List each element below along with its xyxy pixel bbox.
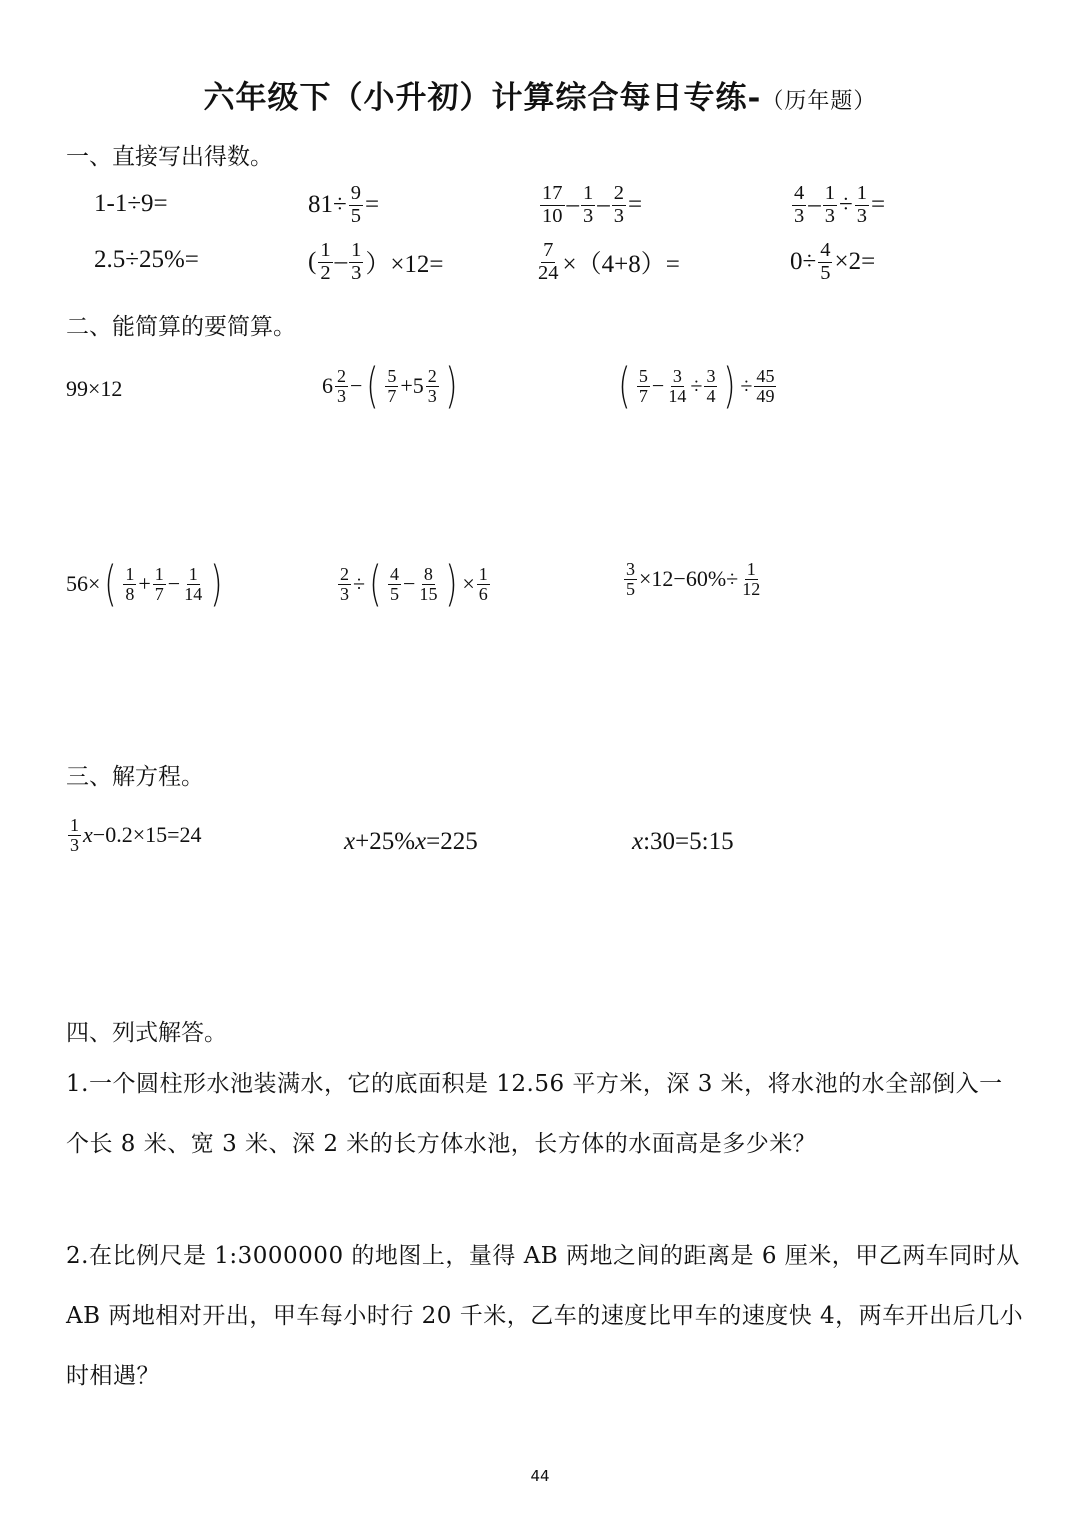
numerator: 8 [423, 563, 433, 584]
numerator: 1 [746, 559, 756, 579]
fraction [349, 240, 363, 284]
denominator: 7 [387, 385, 397, 406]
expr-text: +25% [355, 828, 416, 855]
fraction [385, 367, 398, 406]
expr-text: +5 [400, 373, 424, 399]
denominator: 15 [419, 583, 438, 604]
numerator: 1 [70, 815, 80, 835]
expr-text: 2.5÷25%= [94, 246, 199, 273]
fraction [318, 240, 332, 284]
expr-text: 56× [66, 571, 101, 597]
expr-text: 81÷ [308, 191, 347, 219]
variable-x: x [415, 828, 427, 855]
simplify-expr-a2 [322, 358, 462, 414]
numerator: 2 [340, 563, 350, 584]
operator: − [403, 571, 416, 597]
direct-expr-8 [790, 240, 875, 284]
fraction [417, 565, 439, 604]
fraction [388, 565, 401, 604]
numerator: 9 [350, 182, 361, 204]
numerator: 2 [427, 365, 437, 386]
expr-text: 1-1÷9= [94, 190, 168, 217]
operator: – [808, 191, 821, 219]
left-paren: ( [366, 358, 380, 414]
denominator: 3 [794, 204, 805, 227]
direct-expr-7 [534, 240, 680, 284]
fraction [792, 183, 806, 227]
numerator: 1 [125, 563, 135, 584]
right-paren: ) [210, 556, 223, 612]
fraction [540, 183, 565, 227]
expr-text: = [628, 191, 643, 219]
numerator: 2 [337, 365, 347, 386]
denominator: 3 [856, 204, 867, 227]
numerator: 17 [542, 182, 563, 204]
section-4-heading: 四、列式解答。 [66, 1020, 227, 1046]
left-paren: ( [618, 358, 631, 414]
expr-text: 6 [322, 373, 333, 399]
title-sub: （历年题） [761, 89, 877, 114]
denominator: 5 [820, 261, 831, 284]
numerator: 3 [672, 365, 682, 386]
denominator: 5 [389, 583, 399, 604]
fraction [426, 367, 439, 406]
section-3-heading: 三、解方程。 [66, 764, 204, 790]
denominator: 5 [350, 204, 361, 227]
numerator: 45 [756, 365, 775, 386]
variable-x: x [632, 828, 644, 855]
title-main: 六年级下（小升初）计算综合每日专练- [203, 80, 762, 116]
numerator: 1 [856, 182, 867, 204]
simplify-expr-a1 [66, 376, 122, 402]
direct-expr-2 [308, 183, 379, 227]
operator: ÷ [740, 373, 753, 399]
fraction [123, 565, 136, 604]
section-2-heading: 二、能简算的要简算。 [66, 314, 296, 340]
fraction [182, 565, 204, 604]
denominator: 7 [638, 385, 648, 406]
fraction [581, 183, 595, 227]
fraction [666, 367, 688, 406]
denominator: 3 [583, 204, 594, 227]
denominator: 6 [478, 583, 488, 604]
denominator: 3 [351, 261, 362, 284]
fraction [477, 565, 490, 604]
simplify-expr-b3 [622, 560, 764, 599]
fraction [740, 560, 762, 599]
operator: – [334, 248, 348, 276]
equation-2 [344, 828, 478, 856]
numerator: 5 [387, 365, 397, 386]
denominator: 24 [538, 261, 559, 284]
denominator: 7 [154, 583, 164, 604]
section-1-heading: 一、直接写出得数。 [66, 144, 273, 170]
numerator: 1 [478, 563, 488, 584]
denominator: 3 [340, 583, 350, 604]
simplify-expr-b2 [336, 556, 492, 612]
denominator: 3 [337, 385, 347, 406]
denominator: 3 [613, 204, 624, 227]
problem-2: 2.在比例尺是 1:3000000 的地图上，量得 AB 两地之间的距离是 6 厘米，甲乙两车同时从 AB 两地相对开出，甲车每小时行 20 千米，乙车的速度比甲车的速度快 4，两车开出后几小时相遇？ [66, 1243, 1024, 1389]
fraction [637, 367, 650, 406]
numerator: 4 [820, 239, 831, 261]
numerator: 1 [154, 563, 164, 584]
denominator: 14 [184, 583, 203, 604]
page-number: 44 [530, 1467, 550, 1485]
direct-expr-4 [790, 183, 885, 227]
fraction [823, 183, 837, 227]
expr-text: ×2= [834, 248, 876, 276]
fraction [335, 367, 348, 406]
fraction [624, 560, 637, 599]
expr-text: −0.2×15=24 [92, 822, 202, 848]
denominator: 12 [742, 578, 761, 599]
operator: ÷ [353, 571, 366, 597]
operator: ÷ [690, 373, 703, 399]
numerator: 3 [626, 559, 636, 579]
denominator: 3 [824, 204, 835, 227]
left-paren: ( [369, 556, 382, 612]
denominator: 8 [125, 583, 135, 604]
left-paren: ( [104, 556, 118, 612]
fraction [338, 565, 351, 604]
direct-expr-6 [308, 240, 444, 284]
problem-1: 1.一个圆柱形水池装满水，它的底面积是 12.56 平方米，深 3 米，将水池的水全部倒入一个长 8 米、宽 3 米、深 2 米的长方体水池，长方体的水面高是多少米？ [66, 1071, 1003, 1157]
direct-expr-3 [538, 183, 642, 227]
operator: × [462, 571, 475, 597]
expr-text: ( [308, 248, 317, 276]
expr-text: 0÷ [790, 248, 817, 276]
denominator: 14 [668, 385, 687, 406]
right-paren: ) [723, 358, 737, 414]
expr-text: :30=5:15 [643, 828, 734, 855]
denominator: 10 [542, 204, 563, 227]
numerator: 5 [638, 365, 648, 386]
variable-x: x [83, 822, 93, 848]
right-paren: ) [445, 556, 459, 612]
denominator: 3 [70, 834, 80, 855]
numerator: 1 [320, 239, 331, 261]
numerator: 1 [583, 182, 594, 204]
right-paren: ) [445, 358, 458, 414]
operator: + [138, 571, 151, 597]
expr-text: ×（4+8）= [562, 251, 680, 279]
direct-expr-5 [94, 246, 199, 274]
expr-text: = [364, 191, 380, 219]
fraction [818, 240, 832, 284]
operator: − [167, 571, 181, 597]
operator: − [350, 373, 363, 399]
denominator: 4 [706, 385, 716, 406]
variable-x: x [344, 828, 356, 855]
operator: ÷ [839, 191, 853, 219]
direct-expr-1 [94, 190, 168, 218]
equation-1 [66, 816, 202, 855]
expr-text: ×12−60%÷ [639, 566, 739, 592]
fraction [349, 183, 363, 227]
denominator: 49 [756, 385, 775, 406]
fraction [704, 367, 717, 406]
denominator: 5 [626, 578, 636, 599]
denominator: 3 [427, 385, 437, 406]
fraction [153, 565, 166, 604]
simplify-expr-a3 [614, 358, 778, 414]
fraction [612, 183, 626, 227]
numerator: 3 [706, 365, 716, 386]
denominator: 2 [320, 261, 331, 284]
fraction [754, 367, 776, 406]
numerator: 7 [543, 239, 554, 261]
expr-text: ）×12= [365, 251, 444, 279]
equation-3 [632, 828, 734, 856]
operator: – [597, 191, 610, 219]
numerator: 4 [389, 563, 399, 584]
page-title [0, 72, 1080, 117]
operator: − [651, 373, 665, 399]
simplify-expr-b1 [66, 556, 227, 612]
fraction [536, 240, 561, 284]
expr-text: 99×12 [66, 376, 123, 401]
operator: – [566, 191, 579, 219]
numerator: 4 [794, 182, 805, 204]
numerator: 2 [613, 182, 624, 204]
fraction [855, 183, 869, 227]
numerator: 1 [824, 182, 835, 204]
numerator: 1 [351, 239, 362, 261]
fraction [68, 816, 81, 855]
expr-text: = [870, 191, 886, 219]
expr-text: =225 [426, 828, 478, 855]
numerator: 1 [188, 563, 198, 584]
